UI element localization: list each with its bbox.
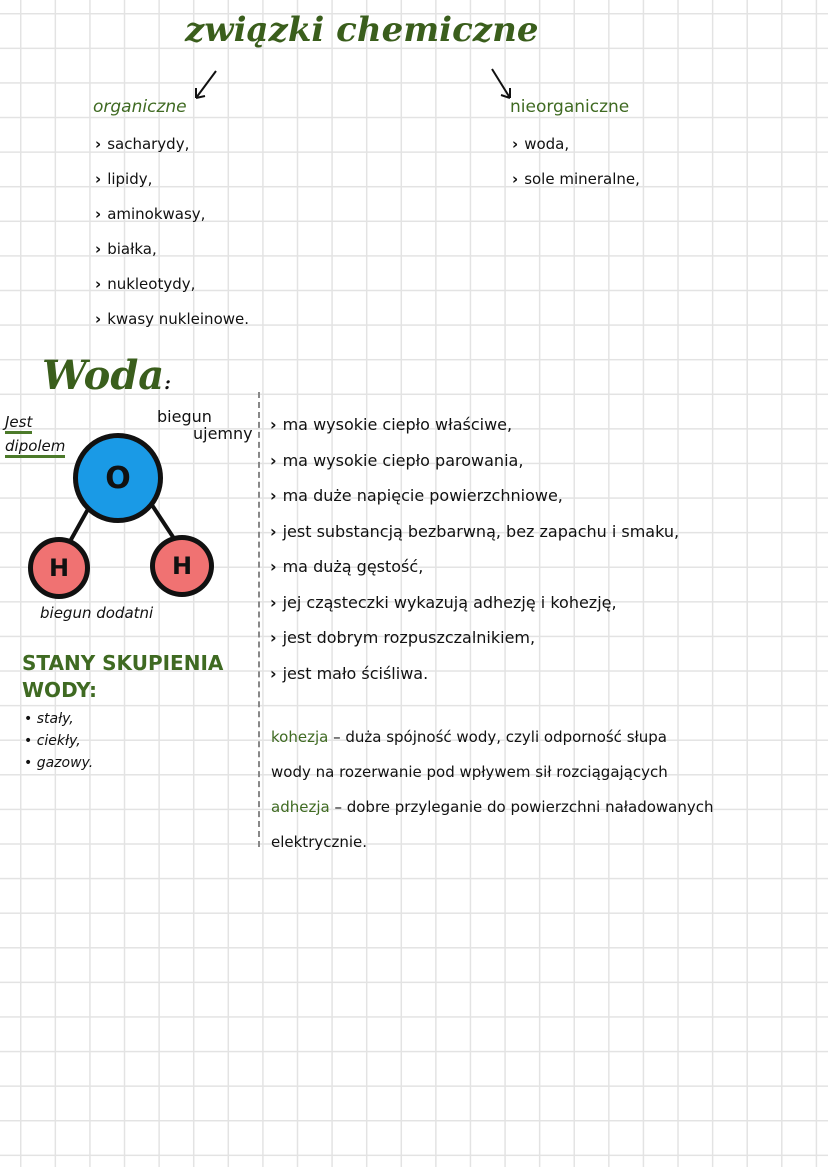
list-item: • stały,: [24, 711, 74, 727]
list-item: › kwasy nukleinowe.: [95, 310, 250, 328]
negative-pole-label: biegun ujemny: [157, 407, 253, 443]
list-item: • ciekły,: [24, 733, 81, 749]
kohezja-definition: kohezja – duża spójność wody, czyli odporność słupa: [271, 728, 667, 746]
list-item: › białka,: [95, 240, 157, 258]
page-title: związki chemiczne: [185, 10, 539, 50]
list-item: › ma dużą gęstość,: [270, 557, 424, 576]
hydrogen-atom: H: [150, 535, 214, 597]
list-item: › jest dobrym rozpuszczalnikiem,: [270, 628, 536, 647]
list-item: › sacharydy,: [95, 135, 190, 153]
list-item: • gazowy.: [24, 755, 94, 771]
hydrogen-atom: H: [28, 537, 90, 599]
divider: [258, 392, 260, 847]
dipole-label: Jest dipolem: [5, 410, 65, 458]
list-item: › jest substancją bezbarwną, bez zapachu i smaku,: [270, 521, 680, 541]
states-heading: STANY SKUPIENIA WODY:: [22, 651, 224, 702]
list-item: › sole mineralne,: [512, 170, 640, 188]
arrow-left-icon: [190, 68, 220, 103]
list-item: › ma duże napięcie powierzchniowe,: [270, 486, 563, 505]
properties-list: [270, 407, 679, 691]
water-heading: Woda:: [42, 352, 171, 399]
organic-list: [95, 135, 249, 345]
definitions: [271, 720, 714, 860]
list-item: › ma wysokie ciepło właściwe,: [270, 415, 513, 434]
adhezja-definition: adhezja – dobre przyleganie do powierzchni naładowanych: [271, 798, 714, 816]
inorganic-list: [512, 135, 640, 205]
list-item: › nukleotydy,: [95, 275, 196, 293]
kohezja-definition-cont: wody na rozerwanie pod wpływem sił rozciągających: [271, 763, 668, 781]
oxygen-atom: O: [73, 433, 163, 523]
list-item: › ma wysokie ciepło parowania,: [270, 450, 524, 470]
list-item: › jest mało ściśliwa.: [270, 663, 429, 683]
positive-pole-label: biegun dodatni: [40, 604, 154, 622]
states-list: [24, 708, 93, 774]
organic-heading: organiczne: [93, 97, 187, 117]
inorganic-heading: nieorganiczne: [510, 97, 630, 117]
adhezja-definition-cont: elektrycznie.: [271, 833, 368, 851]
list-item: › woda,: [512, 135, 570, 153]
list-item: › aminokwasy,: [95, 205, 206, 223]
list-item: › jej cząsteczki wykazują adhezję i kohezję,: [270, 592, 617, 612]
list-item: › lipidy,: [95, 170, 153, 188]
